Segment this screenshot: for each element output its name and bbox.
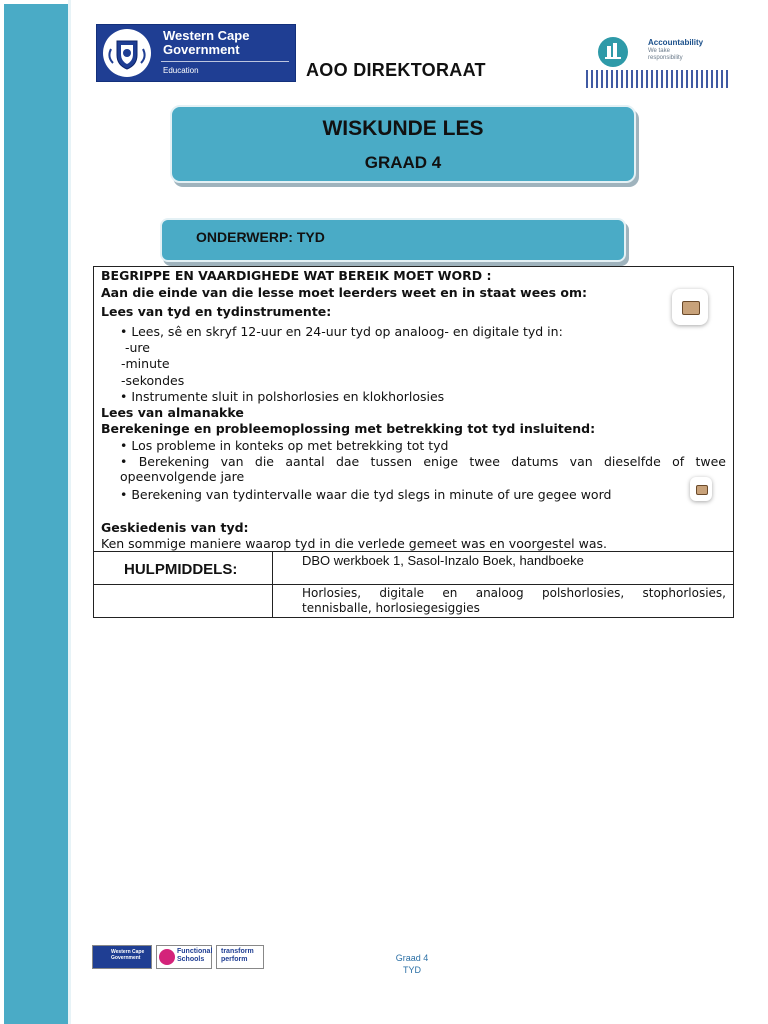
lesson-title: WISKUNDE LES — [322, 117, 484, 140]
footer-logo-fs-text: Functional Schools — [177, 948, 213, 963]
table-divider — [94, 584, 734, 585]
section-calculations-title: Berekeninge en probleemoplossing met betrekking tot tyd insluitend: — [101, 421, 596, 436]
concepts-intro: Aan die einde van die lesse moet leerders weet en in staat wees om: — [101, 285, 588, 300]
list-sub-item: -ure — [125, 340, 150, 355]
footer-logo-tp-text: transform perform — [221, 948, 254, 963]
accountability-pattern-band — [586, 70, 731, 88]
topic-box — [160, 218, 626, 262]
footer-logo-transform-perform — [216, 945, 264, 969]
directorate-title: AOO DIREKTORAAT — [306, 60, 486, 80]
list-item: • Berekening van tydintervalle waar die tyd slegs in minute of ure gegee word — [120, 487, 612, 502]
section-calendar-title: Lees van almanakke — [101, 405, 244, 420]
footer-grade: Graad 4 — [395, 953, 429, 963]
accountability-icon — [598, 37, 628, 67]
concepts-heading: BEGRIPPE EN VAARDIGHEDE WAT BEREIK MOET WORD : — [101, 268, 492, 283]
topic-label: ONDERWERP: TYD — [196, 229, 325, 245]
resources-table — [93, 552, 734, 618]
resources-value-2: Horlosies, digitale en analoog polshorlosies, stophorlosies, tennisballe, horlosiegesiggies — [302, 586, 726, 615]
left-sidebar — [0, 0, 70, 1024]
context-menu-glyph — [696, 485, 708, 495]
logo-divider — [161, 61, 289, 62]
list-sub-item: -sekondes — [121, 373, 185, 388]
context-menu-glyph — [682, 301, 700, 315]
footer-logos — [92, 942, 266, 970]
resources-value-1: DBO werkboek 1, Sasol-Inzalo Boek, handboeke — [302, 553, 584, 568]
logo-text-line1: Western Cape — [163, 28, 250, 43]
western-cape-government-logo — [96, 24, 296, 82]
logo-text-line3: Education — [163, 66, 199, 75]
footer-logo-wcg-text: Western Cape Government — [111, 949, 145, 961]
concepts-table — [93, 266, 734, 552]
history-text: Ken sommige maniere waarop tyd in die verlede gemeet was en voorgestel was. — [101, 536, 607, 551]
list-item: • Berekening van die aantal dae tussen enige twee datums van dieselfde of twee opeenvolgende jare — [120, 454, 726, 484]
list-item: • Los probleme in konteks op met betrekking tot tyd — [120, 438, 449, 453]
sidebar-edge — [68, 0, 71, 1024]
footer-logo-functional-schools — [156, 945, 212, 969]
logo-text-line2: Government — [163, 42, 240, 57]
context-menu-icon[interactable] — [672, 289, 708, 325]
section-history-title: Geskiedenis van tyd: — [101, 520, 249, 535]
footer-topic: TYD — [403, 965, 421, 975]
crest-icon — [103, 29, 151, 77]
footer-logo-wcg — [92, 945, 152, 969]
accountability-title: Accountability — [648, 38, 704, 47]
sidebar-color-bar — [4, 4, 68, 1024]
accountability-logo — [586, 34, 731, 88]
section-time-reading-title: Lees van tyd en tydinstrumente: — [101, 304, 332, 319]
accountability-subtitle-2: responsibility — [648, 55, 683, 61]
context-menu-icon[interactable] — [690, 477, 712, 501]
accountability-subtitle-1: We take — [648, 48, 670, 54]
list-item: • Lees, sê en skryf 12-uur en 24-uur tyd op analoog- en digitale tyd in: — [120, 324, 563, 339]
lesson-grade: GRAAD 4 — [364, 153, 442, 172]
list-item: • Instrumente sluit in polshorlosies en klokhorlosies — [120, 389, 445, 404]
resources-label: HULPMIDDELS: — [124, 561, 238, 578]
list-sub-item: -minute — [121, 356, 170, 371]
footer-label — [380, 952, 444, 976]
lesson-title-box — [170, 105, 636, 183]
functional-schools-icon — [159, 949, 175, 965]
